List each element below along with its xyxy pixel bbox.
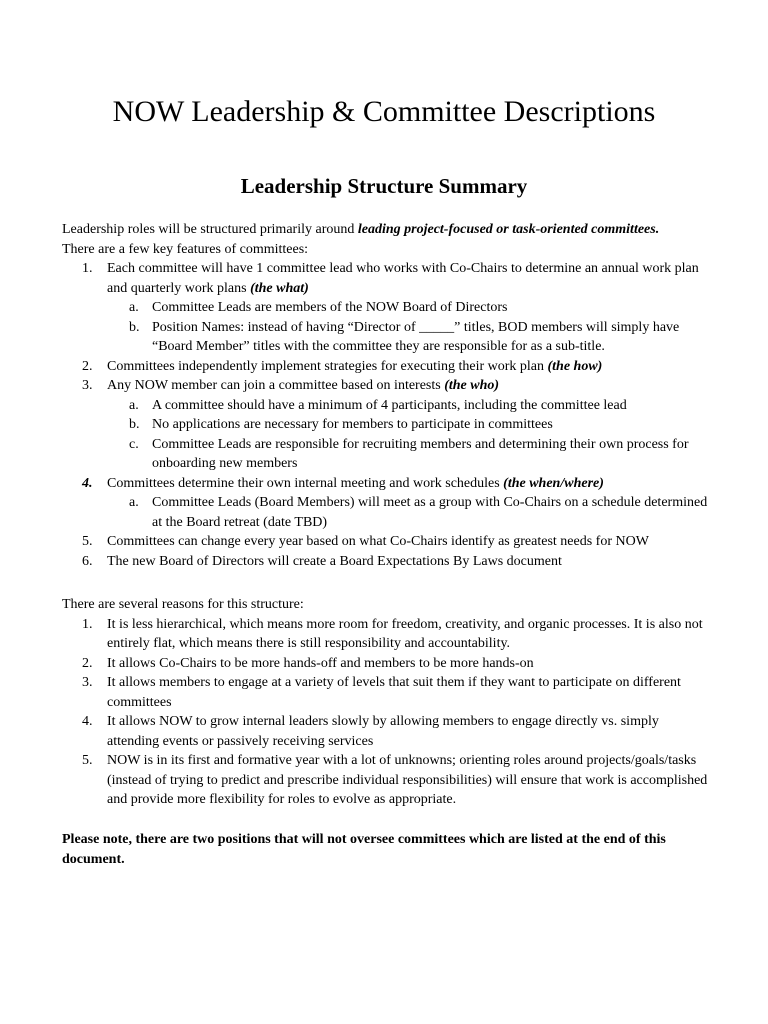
feature-text: Any NOW member can join a committee based on interests <box>107 378 445 393</box>
list-letter: b. <box>129 417 140 432</box>
section-heading: Leadership Structure Summary <box>240 174 528 198</box>
reason-item <box>62 751 712 810</box>
feature-emphasis: (the what) <box>250 280 309 296</box>
feature-text: The new Board of Directors will create a Board Expectations By Laws document <box>107 553 562 569</box>
feature-text: Committees independently implement strategies for executing their work plan <box>107 358 548 374</box>
feature-item <box>62 552 712 572</box>
subitem-text: A committee should have a minimum of 4 participants, including the committee lead <box>152 397 627 413</box>
reason-text: It is less hierarchical, which means more room for freedom, creativity, and organic processes. It is also not entirely flat, which means there is still responsibility and accountability. <box>107 616 703 651</box>
intro-line: There are a few key features of committees: <box>62 241 309 257</box>
feature-item <box>62 532 712 552</box>
reason-item <box>62 712 712 751</box>
feature-subitem <box>62 298 712 318</box>
list-letter: c. <box>129 436 139 452</box>
list-number: 5. <box>82 534 93 549</box>
list-number: 3. <box>82 378 93 393</box>
feature-emphasis: (the who) <box>444 378 500 393</box>
reasons-intro: There are several reasons for this structure: <box>62 597 304 612</box>
list-number: 1. <box>82 261 93 276</box>
subitem-text: Position Names: instead of having “Director of _____” titles, BOD members will simply have “Board Member” titles with the committee they are responsible for as a sub-title. <box>152 319 680 354</box>
reason-item <box>62 673 712 712</box>
subitem-text: No applications are necessary for members to participate in committees <box>152 417 553 432</box>
document-title: NOW Leadership & Committee Descriptions <box>112 95 656 128</box>
intro-paragraph <box>62 220 712 240</box>
feature-subitem <box>62 396 712 416</box>
list-number: 4. <box>82 714 93 729</box>
reason-text: It allows members to engage at a variety of levels that suit them if they want to participate on different committees <box>107 675 681 710</box>
closing-note: Please note, there are two positions that will not oversee committees which are listed at the end of this document. <box>62 832 666 867</box>
reason-item <box>62 654 712 674</box>
feature-item <box>62 376 712 396</box>
feature-text: Committees can change every year based on what Co-Chairs identify as greatest needs for NOW <box>107 534 649 549</box>
list-number: 2. <box>82 655 93 671</box>
reasons-section <box>62 595 712 810</box>
list-letter: a. <box>129 495 139 510</box>
list-number: 4. <box>82 475 93 491</box>
feature-text: Each committee will have 1 committee lead who works with Co-Chairs to determine an annual work plan and quarterly work plans <box>107 261 699 296</box>
intro-emphasis: leading project-focused or task-oriented committees. <box>357 222 660 237</box>
feature-subitem <box>62 435 712 474</box>
feature-item <box>62 474 712 494</box>
list-number: 5. <box>82 753 93 768</box>
list-number: 1. <box>82 616 93 632</box>
reason-text: It allows Co-Chairs to be more hands-off and members to be more hands-on <box>107 655 534 671</box>
reason-text: It allows NOW to grow internal leaders slowly by allowing members to engage directly vs. simply attending events or passively receiving services <box>107 714 659 749</box>
list-letter: a. <box>129 300 139 315</box>
feature-item <box>62 259 712 298</box>
list-number: 3. <box>82 675 93 690</box>
subitem-text: Committee Leads (Board Members) will meet as a group with Co-Chairs on a schedule determined at the Board retreat (date TBD) <box>152 495 708 530</box>
list-letter: a. <box>129 397 139 413</box>
feature-text: Committees determine their own internal meeting and work schedules <box>107 475 504 491</box>
reason-item <box>62 615 712 654</box>
feature-item <box>62 357 712 377</box>
subitem-text: Committee Leads are responsible for recruiting members and determining their own process for onboarding new members <box>152 436 689 471</box>
intro-text: Leadership roles will be structured primarily around <box>62 222 358 237</box>
feature-emphasis: (the when/where) <box>503 475 604 491</box>
list-letter: b. <box>129 319 140 335</box>
list-number: 6. <box>82 553 93 569</box>
intro-section <box>62 220 712 571</box>
feature-emphasis: (the how) <box>547 358 603 374</box>
reason-text: NOW is in its first and formative year with a lot of unknowns; orienting roles around projects/goals/tasks (instead of trying to predict and prescribe individual responsibilities) will ensure that work is accomplished and provide more flexibility for roles to evolve as appropriate. <box>107 753 708 807</box>
list-number: 2. <box>82 358 93 374</box>
feature-subitem <box>62 493 712 532</box>
subitem-text: Committee Leads are members of the NOW Board of Directors <box>152 300 508 315</box>
feature-subitem <box>62 415 712 435</box>
feature-subitem <box>62 318 712 357</box>
